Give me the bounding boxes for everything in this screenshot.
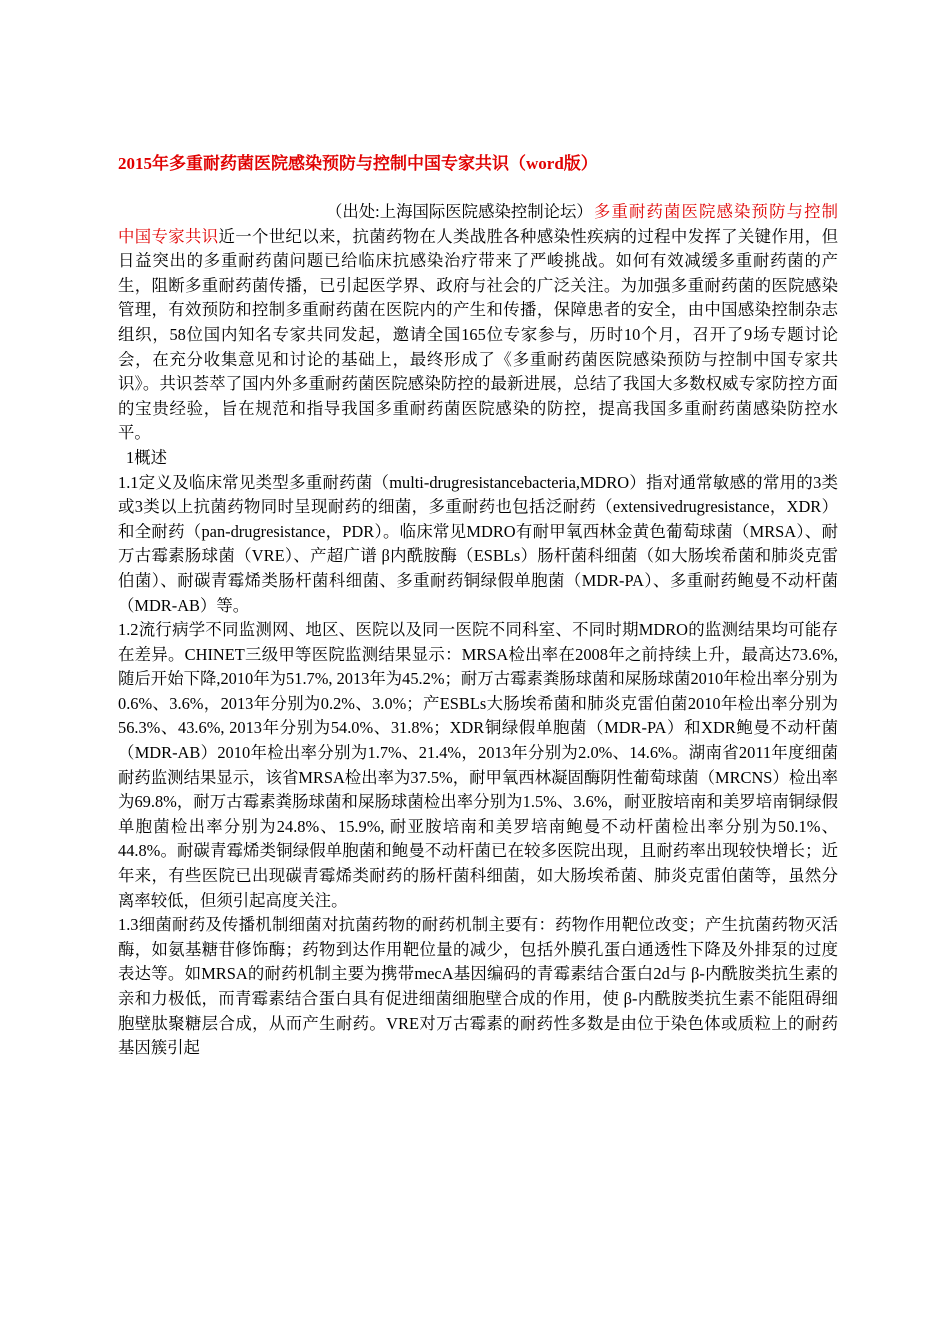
section-heading-1: 1概述 — [126, 447, 167, 467]
paragraph-1-3: 1.3细菌耐药及传播机制细菌对抗菌药物的耐药机制主要有：药物作用靶位改变；产生抗菌药物灭活酶，如氨基糖苷修饰酶；药物到达作用靶位量的减少，包括外膜孔蛋白通透性下降及外排泵的过度表达等。如MRSA的耐药机制主要为携带mecA基因编码的青霉素结合蛋白2d与 β-内酰胺类抗生素的亲和力极低，而青霉素结合蛋白具有促进细菌细胞壁合成的作用，使 β-内酰胺类抗生素不能阻碍细胞壁肽聚糖层合成，从而产生耐药。VRE对万古霉素的耐药性多数是由位于染色体或质粒上的耐药基因簇引起 — [118, 915, 838, 1058]
source-note: （出处:上海国际医院感染控制论坛） — [326, 202, 593, 221]
paragraph-1-2: 1.2流行病学不同监测网、地区、医院以及同一医院不同科室、不同时期MDRO的监测结果均可能存在差异。CHINET三级甲等医院监测结果显示：MRSA检出率在2008年之前持续上升，最高达73.6%, 随后开始下降,2010年为51.7%, 2013年为45.2%；耐万古霉素粪肠球菌和屎肠球菌2010年检出率分别为0.6%、3.6%，2013年分别为0.2%、3.0%；产ESBLs大肠埃希菌和肺炎克雷伯菌2010年检出率分别为56.3%、43.6%, 2013年分别为54.0%、31.8%；XDR铜绿假单胞菌（MDR-PA）和XDR鲍曼不动杆菌（MDR-AB）2010年检出率分别为1.7%、21.4%，2013年分别为2.0%、14.6%。湖南省2011年度细菌耐药监测结果显示，该省MRSA检出率为37.5%，耐甲氧西林凝固酶阴性葡萄球菌（MRCNS）检出率为69.8%，耐万古霉素粪肠球菌和屎肠球菌检出率分别为1.5%、3.6%，耐亚胺培南和美罗培南铜绿假单胞菌检出率分别为24.8%、15.9%, 耐亚胺培南和美罗培南鲍曼不动杆菌检出率分别为50.1%、44.8%。耐碳青霉烯类铜绿假单胞菌和鲍曼不动杆菌已在较多医院出现，且耐药率出现较快增长；近年来，有些医院已出现碳青霉烯类耐药的肠杆菌科细菌，如大肠埃希菌、肺炎克雷伯菌等，虽然分离率较低，但须引起高度关注。 — [118, 620, 838, 910]
paragraph-1-1: 1.1定义及临床常见类型多重耐药菌（multi-drugresistancebacteria,MDRO）指对通常敏感的常用的3类或3类以上抗菌药物同时呈现耐药的细菌，多重耐药也包括泛耐药（extensivedrugresistance，XDR）和全耐药（pan-drugresistance，PDR）。临床常见MDRO有耐甲氧西林金黄色葡萄球菌（MRSA）、耐万古霉素肠球菌（VRE）、产超广谱 β内酰胺酶（ESBLs）肠杆菌科细菌（如大肠埃希菌和肺炎克雷伯菌）、耐碳青霉烯类肠杆菌科细菌、多重耐药铜绿假单胞菌（MDR-PA）、多重耐药鲍曼不动杆菌（MDR-AB）等。 — [118, 472, 838, 615]
document-page — [118, 150, 838, 1061]
intro-paragraph — [118, 200, 838, 446]
intro-text: 近一个世纪以来，抗菌药物在人类战胜各种感染性疾病的过程中发挥了关键作用，但日益突出的多重耐药菌问题已给临床抗感染治疗带来了严峻挑战。如何有效减缓多重耐药菌的产生，阻断多重耐药菌传播，已引起医学界、政府与社会的广泛关注。为加强多重耐药菌的医院感染管理，有效预防和控制多重耐药菌在医院内的产生和传播，保障患者的安全，由中国感染控制杂志组织，58位国内知名专家共同发起，邀请全国165位专家参与，历时10个月，召开了9场专题讨论会，在充分收集意见和讨论的基础上，最终形成了《多重耐药菌医院感染预防与控制中国专家共识》。共识荟萃了国内外多重耐药菌医院感染防控的最新进展，总结了我国大多数权威专家防控方面的宝贵经验，旨在规范和指导我国多重耐药菌医院感染的防控，提高我国多重耐药菌感染防控水平。 — [118, 226, 838, 443]
document-title: 2015年多重耐药菌医院感染预防与控制中国专家共识（word版） — [118, 154, 598, 173]
highlight-title: 多重耐药菌医院感染预防与控制中国专家共识 — [118, 202, 838, 246]
